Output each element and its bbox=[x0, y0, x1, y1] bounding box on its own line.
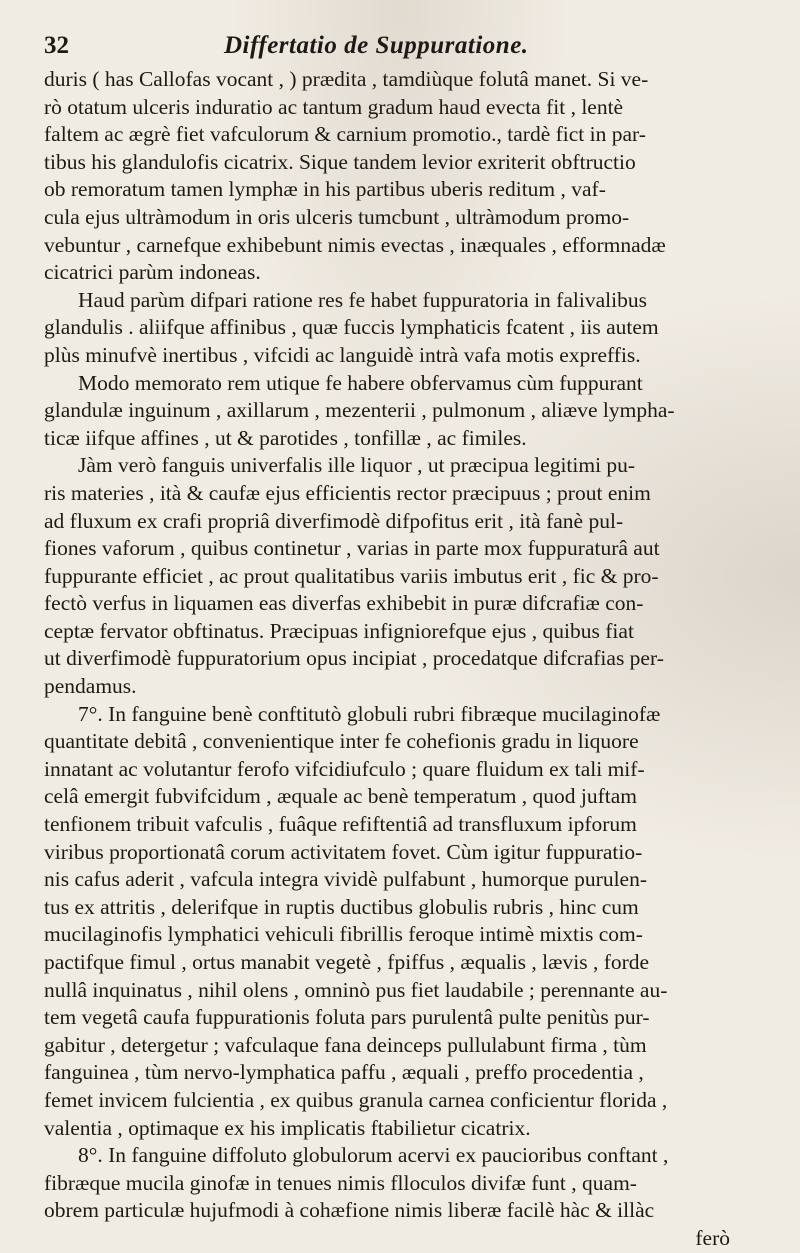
paragraph-start-line: Modo memorato rem utique fe habere obfervamus cùm fuppurant bbox=[78, 370, 643, 395]
text-line: nullâ inquinatus , nihil olens , omninò pus fiet laudabile ; perennante au- bbox=[44, 977, 668, 1002]
text-line: fanguinea , tùm nervo-lymphatica paffu , æquali , preffo procedentia , bbox=[44, 1060, 644, 1085]
text-line: cicatrici parùm indoneas. bbox=[44, 260, 261, 285]
text-line: ut diverfimodè fuppuratorium opus incipiat , procedatque difcrafias per- bbox=[44, 646, 664, 671]
text-line: femet invicem fulcientia , ex quibus granula carnea conficientur florida , bbox=[44, 1087, 668, 1112]
text-line: rò otatum ulceris induratio ac tantum gradum haud evecta fit , lentè bbox=[44, 94, 624, 119]
paragraph-start-line: Haud parùm difpari ratione res fe habet fuppuratoria in falivalibus bbox=[78, 287, 647, 312]
text-line: cula ejus ultràmodum in oris ulceris tumcbunt , ultràmodum promo- bbox=[44, 204, 630, 229]
text-line: glandulis . aliifque affinibus , quæ fuccis lymphaticis fcatent , iis autem bbox=[44, 315, 659, 340]
paragraph-start-line: 8°. In fanguine diffoluto globulorum acervi ex paucioribus conftant , bbox=[78, 1143, 669, 1168]
text-line: glandulæ inguinum , axillarum , mezenterii , pulmonum , aliæve lympha- bbox=[44, 398, 675, 423]
text-line: ris materies , ità & caufæ ejus efficientis rector præcipuus ; prout enim bbox=[44, 480, 651, 505]
text-line: obrem particulæ hujufmodi à cohæfione nimis liberæ facilè hàc & illàc bbox=[44, 1198, 655, 1223]
page-number: 32 bbox=[44, 32, 69, 59]
text-line: gabitur , detergetur ; vafculaque fana deinceps pullulabunt firma , tùm bbox=[44, 1032, 647, 1057]
text-line: fibræque mucila ginofæ in tenues nimis flloculos divifæ funt , quam- bbox=[44, 1170, 637, 1195]
text-line: tem vegetâ caufa fuppurationis foluta pars purulentâ pulte penitùs pur- bbox=[44, 1005, 650, 1030]
text-line: quantitate debitâ , convenientique inter fe cohefionis gradu in liquore bbox=[44, 729, 639, 754]
text-line: ticæ iifque affines , ut & parotides , tonfillæ , ac fimiles. bbox=[44, 425, 527, 450]
text-line: pendamus. bbox=[44, 674, 137, 699]
catchword: ferò bbox=[695, 1225, 730, 1250]
text-line: fuppurante efficiet , ac prout qualitatibus variis imbutus erit , fic & pro- bbox=[44, 563, 659, 588]
text-line: pactifque fimul , ortus manabit vegetè , fpiffus , æqualis , lævis , forde bbox=[44, 950, 650, 974]
running-title: Differtatio de Suppuratione. bbox=[224, 32, 529, 59]
text-line: ceptæ fervator obftinatus. Præcipuas infigniorefque ejus , quibus fiat bbox=[44, 618, 634, 643]
text-line: ad fluxum ex crafi propriâ diverfimodè difpofitus erit , ità fanè pul- bbox=[44, 508, 624, 533]
text-line: plùs minufvè inertibus , vifcidi ac languidè intrà vafa motis expreffis. bbox=[44, 342, 641, 367]
text-line: nis cafus aderit , vafcula integra vividè pulfabunt , humorque purulen- bbox=[44, 867, 647, 892]
body-text bbox=[44, 66, 756, 1253]
text-line: fiones vaforum , quibus continetur , varias in parte mox fuppuraturâ aut bbox=[44, 536, 660, 561]
text-line: mucilaginofis lymphatici vehiculi fibrillis feroque intimè mixtis com- bbox=[44, 922, 643, 947]
text-line: valentia , optimaque ex his implicatis ftabilietur cicatrix. bbox=[44, 1115, 531, 1140]
page-header bbox=[44, 28, 744, 64]
text-line: vebuntur , carnefque exhibebunt nimis evectas , inæquales , efformnadæ bbox=[44, 232, 666, 257]
text-line: tenfionem tribuit vafculis , fuâque refiftentiâ ad transfluxum ipforum bbox=[44, 812, 637, 837]
paragraph-start-line: Jàm verò fanguis univerfalis ille liquor , ut præcipua legitimi pu- bbox=[78, 453, 636, 478]
text-line: duris ( has Callofas vocant , ) prædita , tamdiùque folutâ manet. Si ve- bbox=[44, 67, 649, 91]
text-line: ob remoratum tamen lymphæ in his partibus uberis reditum , vaf- bbox=[44, 177, 606, 202]
text-line: viribus proportionatâ corum activitatem fovet. Cùm igitur fuppuratio- bbox=[44, 839, 643, 864]
text-line: tibus his glandulofis cicatrix. Sique tandem levior exriterit obftructio bbox=[44, 149, 636, 174]
text-line: fectò verfus in liquamen eas diverfas exhibebit in puræ difcrafiæ con- bbox=[44, 591, 644, 616]
paragraph-start-line: 7°. In fanguine benè conftitutò globuli rubri fibræque mucilaginofæ bbox=[78, 701, 661, 726]
text-line: tus ex attritis , delerifque in ruptis ductibus globulis rubris , hinc cum bbox=[44, 894, 639, 919]
text-line: faltem ac ægrè fiet vafculorum & carnium promotio., tardè fict in par- bbox=[44, 122, 646, 147]
text-line: innatant ac volutantur ferofo vifcidiufculo ; quare fluidum ex tali mif- bbox=[44, 756, 645, 781]
text-line: celâ emergit fubvifcidum , æquale ac benè temperatum , quod juftam bbox=[44, 784, 638, 809]
